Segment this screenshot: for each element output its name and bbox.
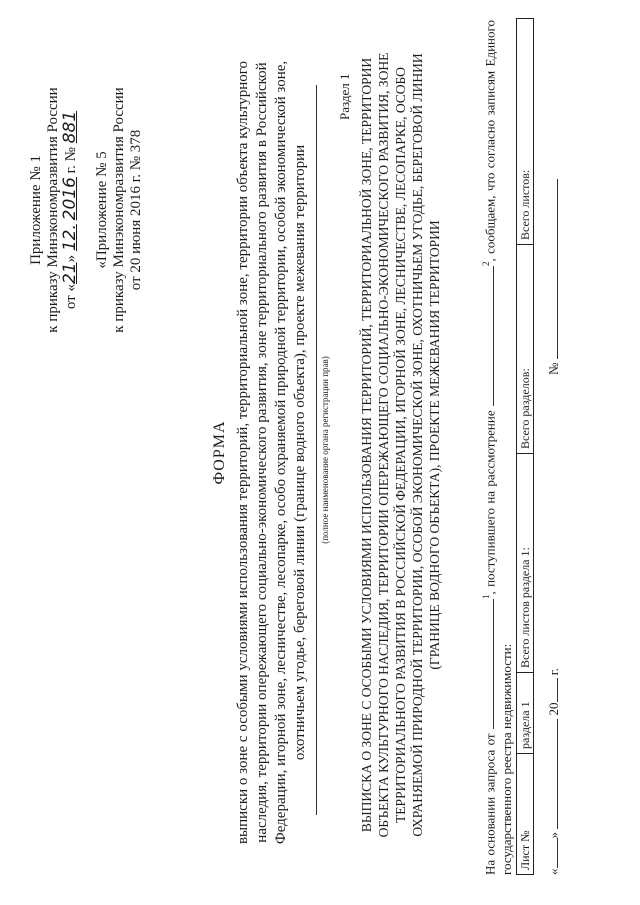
sheet-info-table: [516, 18, 534, 875]
appendix-order-line: к приказу Минэкономразвития России: [45, 87, 61, 333]
date-line: «» 20 г.: [546, 668, 561, 875]
sheet-number-cell: Лист №: [517, 753, 533, 874]
old-appendix-order-line: к приказу Минэкономразвития России: [111, 87, 127, 333]
form-heading: [210, 60, 310, 845]
basis-paragraph: На основании запроса от $^1$, поступившего на рассмотрение $^2$, сообщаем, что согласно записям Единого государственного реестра недвижимости:: [481, 20, 515, 875]
appendix-header: [28, 20, 145, 400]
appendix-order-date: от «21» 12. 2016 г. № 881: [60, 110, 80, 310]
number-line: №: [545, 179, 562, 375]
appendix-title: Приложение № 1: [28, 155, 44, 265]
month-blank: [545, 719, 558, 829]
total-sections-cell: Всего разделов:: [517, 244, 533, 453]
organ-name-caption: (полное наименование органа регистрации прав): [320, 356, 330, 544]
request-date-blank: [481, 599, 494, 729]
number-blank: [545, 179, 558, 359]
section-sheets-cell: Всего листов раздела 1:: [517, 453, 533, 672]
handwritten-day: 21: [60, 262, 80, 285]
old-appendix-title: «Приложение № 5: [94, 151, 110, 269]
day-blank: [545, 839, 558, 869]
section-label: Раздел 1: [337, 73, 352, 120]
handwritten-order-number: 881: [60, 110, 80, 144]
handwritten-month: 12.: [60, 224, 80, 252]
section-heading: ВЫПИСКА О ЗОНЕ С ОСОБЫМИ УСЛОВИЯМИ ИСПОЛЬЗОВАНИЯ ТЕРРИТОРИЙ, ТЕРРИТОРИАЛЬНОЙ ЗОНЕ, ТЕРРИТОРИИ ОБЪЕКТА КУЛЬТУРНОГО НАСЛЕДИЯ, ТЕРРИТОРИИ ОПЕРЕЖАЮЩЕГО СОЦИАЛЬНО-ЭКОНОМИЧЕСКОГО РАЗВИТИЯ, ЗОНЕ ТЕРРИТОРИАЛЬНОГО РАЗВИТИЯ В РОССИЙСКОЙ ФЕДЕРАЦИИ, ИГОРНОЙ ЗОНЕ, ЛЕСНИЧЕСТВЕ, ЛЕСОПАРКЕ, ОСОБО ОХРАНЯЕМОЙ ПРИРОДНОЙ ТЕРРИТОРИИ, ОСОБОЙ ЭКОНОМИЧЕСКОЙ ЗОНЕ, ОХОТНИЧЬЕМ УГОДЬЕ, БЕРЕГОВОЙ ЛИНИИ (ГРАНИЦЕ ВОДНОГО ОБЪЕКТА), ПРОЕКТЕ МЕЖЕВАНИЯ ТЕРРИТОРИИ: [359, 52, 442, 838]
section-cell: раздела 1: [517, 672, 533, 753]
old-appendix-order-date: от 20 июня 2016 г. № 378: [128, 129, 144, 291]
form-title: ФОРМА: [211, 420, 228, 485]
year-blank: [545, 679, 558, 703]
form-description: выписки о зоне с особыми условиями использования территорий, территориальной зоне, территории объекта культурного наследия, территории опережающего социально-экономического развития, зоне территориального развития в Российской Федерации, игорной зоне, лесничестве, лесопарке, особо охраняемой природной территории, особой экономической зоне, охотничьем угодье, береговой линии (границе водного объекта), проекте межевания территории: [235, 60, 308, 845]
handwritten-year: 2016: [60, 177, 80, 221]
total-sheets-cell: Всего листов:: [518, 169, 532, 240]
organ-name-line: [316, 85, 317, 815]
received-date-blank: [481, 266, 494, 406]
